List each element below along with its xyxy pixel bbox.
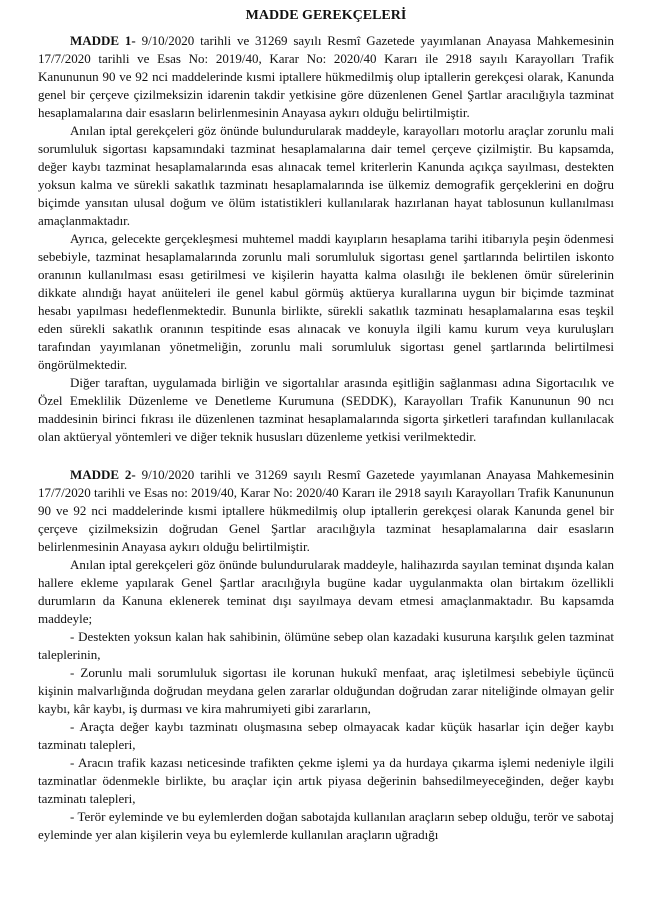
madde2-list-item: - Destekten yoksun kalan hak sahibinin, ölümüne sebep olan kazadaki kusuruna karşılık gelen tazminat taleplerinin,	[38, 629, 614, 662]
document-title: MADDE GEREKÇELERİ	[245, 8, 407, 23]
madde1-paragraph-3: Ayrıca, gelecekte gerçekleşmesi muhtemel maddi kayıpların hesaplama tarihi itibarıyla peşin ödenmesi sebebiyle, tazminat hesaplamalarında zorunlu mali sorumluluk sigortası genel şartlarında belirtilen iskonto oranının kullanılması esası getirilmesi ve kişilerin hayatta kalma olasılığı ile beklenen ömür sürelerinin dikkate alındığı hayat anüiteleri ile genel kabul görmüş aktüerya kurallarına uygun bir biçimde tazminat hesabı yapılması hedeflenmektedir. Bununla birlikte, sürekli sakatlık tazminatı hesaplamalarına esas teşkil eden sürekli sakatlık oranının tespitinde esas alınacak ve konuyla ilgili kamu kurum veya kuruluşları tarafından yayımlanan yönetmeliğin, zorunlu mali sorumluluk sigortası genel şartlarında belirtilmesi öngörülmektedir.	[38, 231, 614, 372]
madde1-paragraph-4: Diğer taraftan, uygulamada birliğin ve sigortalılar arasında eşitliğin sağlanması adına Sigortacılık ve Özel Emeklilik Düzenleme ve Denetleme Kurumuna (SEDDK), Karayolları Trafik Kanununun 90 ncı maddesinin birinci fıkrası ile düzenlenen tazminat hesaplamalarında sigorta şirketleri tarafından kullanılacak olan aktüeryal yöntemleri ve diğer teknik hususları düzenleme yetkisi verilmektedir.	[38, 375, 614, 444]
madde2-list-item: - Araçta değer kaybı tazminatı oluşmasına sebep olmayacak kadar küçük hasarlar için değer kaybı tazminatı talepleri,	[38, 719, 614, 752]
madde1-paragraph-2: Anılan iptal gerekçeleri göz önünde bulundurularak maddeyle, karayolları motorlu araçlar zorunlu mali sorumluluk sigortası kapsamındaki tazminat hesaplamalarına dair temel çerçeve çizilmiştir. Bu kapsamda, değer kaybı tazminat hesaplamalarında esas alınacak temel kriterlerin Kanunda açıkça sayılması, destekten yoksun kalma ve sürekli sakatlık tazminatı hesaplamalarında ise ülkemiz demografik gerçeklerini en doğru biçimde yansıtan ulusal doğum ve ölüm istatistikleri kullanılarak hazırlanan hayat tablosunun kullanılması amaçlanmaktadır.	[38, 123, 614, 228]
madde1-paragraph-1	[38, 32, 614, 122]
madde1-label: MADDE 1-	[70, 33, 136, 48]
madde2-paragraph-2: Anılan iptal gerekçeleri göz önünde bulundurularak maddeyle, halihazırda sayılan teminat dışında kalan hallere ekleme yapılarak Genel Şartlar aracılığıyla bugüne kadar uygulanmakta olan birtakım özellikli durumların da Kanuna eklenerek teminat dışı sayılmaya devam etmesi amaçlanmaktadır. Bu kapsamda maddeyle;	[38, 557, 614, 626]
madde2-list-item: - Zorunlu mali sorumluluk sigortası ile korunan hukukî menfaat, araç işletilmesi sebebiyle üçüncü kişinin malvarlığında doğrudan meydana gelen zararlar olduğundan doğrudan zarar niteliğinde olmayan gelir kaybı, kâr kaybı, iş durması ve kira mahrumiyeti gibi zararların,	[38, 665, 614, 716]
madde2-list-item: - Aracın trafik kazası neticesinde trafikten çekme işlemi ya da hurdaya çıkarma işlemi nedeniyle ilgili tazminatlar ödenmekle birlikte, bu araçlar için artık piyasa değerinin bahsedilmeyeceğinden, değer kaybı tazminatı talepleri,	[38, 755, 614, 806]
madde2-list-item: - Terör eyleminde ve bu eylemlerden doğan sabotajda kullanılan araçların sebep olduğu, terör ve sabotaj eyleminde yer alan kişilerin veya bu eylemlerde kullanılan araçların uğradığı	[38, 809, 614, 842]
madde2-label: MADDE 2-	[70, 467, 136, 482]
section-gap	[38, 446, 614, 466]
madde1-text-1: 9/10/2020 tarihli ve 31269 sayılı Resmî Gazetede yayımlanan Anayasa Mahkemesinin 17/7/2020 tarihli ve Esas No: 2019/40, Karar No: 2020/40 Kararı ile 2918 sayılı Karayolları Trafik Kanununun 90 ve 92 nci maddelerinde kısmi iptallere hükmedilmiş olup iptallerin gerekçesi olarak, Kanunda genel bir çerçeve çizilmeksizin idarenin takdir yetkisine göre düzenlenen Genel Şartlar aracılığıyla tazminat hesaplamalarına dair esasların belirlenmesinin Anayasa aykırı olduğu belirtilmiştir.	[38, 33, 615, 120]
madde2-paragraph-1	[38, 466, 614, 556]
madde2-text-1: 9/10/2020 tarihli ve 31269 sayılı Resmî Gazetede yayımlanan Anayasa Mahkemesinin 17/7/2020 tarihli ve Esas no: 2019/40, Karar No: 2020/40 Kararı ile 2918 sayılı Karayolları Trafik Kanununun 90 ve 92 nci maddelerinde kısmi iptallere hükmedilmiş olup iptallerin gerekçesi olarak Kanunda genel bir çerçeve çizilmeksizin doğrudan Genel Şartlar aracılığıyla tazminat hesaplamalarına dair esasların belirlenmesinin Anayasa aykırı olduğu belirtilmiştir.	[38, 467, 615, 554]
